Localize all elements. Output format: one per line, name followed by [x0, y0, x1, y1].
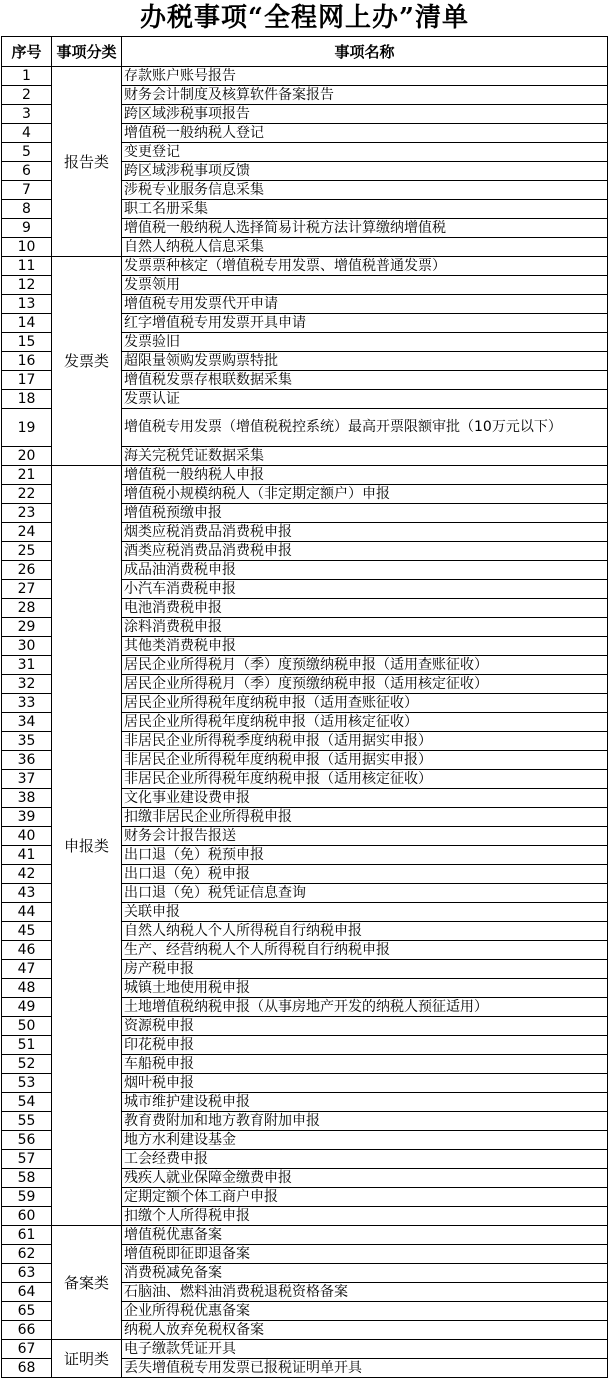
item-number: 53: [2, 1074, 52, 1093]
item-number: 43: [2, 884, 52, 903]
item-category: 证明类: [52, 1340, 122, 1378]
table-row: [2, 1340, 608, 1359]
item-number: 9: [2, 219, 52, 238]
item-name: 工会经费申报: [122, 1150, 608, 1169]
item-number: 7: [2, 181, 52, 200]
item-number: 3: [2, 105, 52, 124]
item-number: 57: [2, 1150, 52, 1169]
item-name: 发票票种核定（增值税专用发票、增值税普通发票）: [122, 257, 608, 276]
table-body: [2, 67, 608, 1378]
item-number: 67: [2, 1340, 52, 1359]
item-name: 超限量领购发票购票特批: [122, 352, 608, 371]
item-name: 居民企业所得税月（季）度预缴纳税申报（适用核定征收）: [122, 675, 608, 694]
item-name: 自然人纳税人个人所得税自行纳税申报: [122, 922, 608, 941]
item-name: 印花税申报: [122, 1036, 608, 1055]
item-number: 30: [2, 637, 52, 656]
item-name: 出口退（免）税申报: [122, 865, 608, 884]
item-number: 59: [2, 1188, 52, 1207]
item-name: 丢失增值税专用发票已报税证明单开具: [122, 1359, 608, 1378]
item-number: 45: [2, 922, 52, 941]
item-name: 自然人纳税人信息采集: [122, 238, 608, 257]
item-name: 城市维护建设税申报: [122, 1093, 608, 1112]
item-name: 烟类应税消费品消费税申报: [122, 523, 608, 542]
item-name: 海关完税凭证数据采集: [122, 447, 608, 466]
item-name: 发票验旧: [122, 333, 608, 352]
table-row: [2, 257, 608, 276]
item-name: 企业所得税优惠备案: [122, 1302, 608, 1321]
item-number: 27: [2, 580, 52, 599]
header-category: 事项分类: [52, 37, 122, 67]
item-name: 纳税人放弃免税权备案: [122, 1321, 608, 1340]
item-number: 55: [2, 1112, 52, 1131]
item-name: 成品油消费税申报: [122, 561, 608, 580]
item-name: 非居民企业所得税年度纳税申报（适用核定征收）: [122, 770, 608, 789]
header-name: 事项名称: [122, 37, 608, 67]
item-name: 生产、经营纳税人个人所得税自行纳税申报: [122, 941, 608, 960]
item-number: 21: [2, 466, 52, 485]
item-name: 增值税发票存根联数据采集: [122, 371, 608, 390]
header-row: [2, 37, 608, 67]
item-name: 居民企业所得税年度纳税申报（适用核定征收）: [122, 713, 608, 732]
item-number: 60: [2, 1207, 52, 1226]
header-seq: 序号: [2, 37, 52, 67]
item-number: 32: [2, 675, 52, 694]
item-number: 66: [2, 1321, 52, 1340]
item-name: 居民企业所得税月（季）度预缴纳税申报（适用查账征收）: [122, 656, 608, 675]
item-name: 增值税小规模纳税人（非定期定额户）申报: [122, 485, 608, 504]
item-name: 增值税一般纳税人选择简易计税方法计算缴纳增值税: [122, 219, 608, 238]
table-row: [2, 466, 608, 485]
item-name: 发票领用: [122, 276, 608, 295]
item-number: 49: [2, 998, 52, 1017]
item-number: 50: [2, 1017, 52, 1036]
item-name: 涂料消费税申报: [122, 618, 608, 637]
item-name: 资源税申报: [122, 1017, 608, 1036]
item-number: 4: [2, 124, 52, 143]
item-number: 13: [2, 295, 52, 314]
item-name: 非居民企业所得税年度纳税申报（适用据实申报）: [122, 751, 608, 770]
item-name: 财务会计报告报送: [122, 827, 608, 846]
item-name: 教育费附加和地方教育附加申报: [122, 1112, 608, 1131]
item-number: 17: [2, 371, 52, 390]
item-number: 68: [2, 1359, 52, 1378]
item-name: 地方水利建设基金: [122, 1131, 608, 1150]
item-number: 12: [2, 276, 52, 295]
item-number: 51: [2, 1036, 52, 1055]
item-number: 26: [2, 561, 52, 580]
item-number: 65: [2, 1302, 52, 1321]
item-name: 涉税专业服务信息采集: [122, 181, 608, 200]
item-number: 46: [2, 941, 52, 960]
item-number: 63: [2, 1264, 52, 1283]
item-name: 跨区域涉税事项反馈: [122, 162, 608, 181]
item-name: 财务会计制度及核算软件备案报告: [122, 86, 608, 105]
item-name: 石脑油、燃料油消费税退税资格备案: [122, 1283, 608, 1302]
item-number: 38: [2, 789, 52, 808]
item-number: 44: [2, 903, 52, 922]
item-name: 扣缴个人所得税申报: [122, 1207, 608, 1226]
item-name: 车船税申报: [122, 1055, 608, 1074]
table-row: [2, 1226, 608, 1245]
item-number: 29: [2, 618, 52, 637]
item-category: 申报类: [52, 466, 122, 1226]
item-number: 64: [2, 1283, 52, 1302]
item-name: 电池消费税申报: [122, 599, 608, 618]
item-name: 出口退（免）税凭证信息查询: [122, 884, 608, 903]
item-name: 职工名册采集: [122, 200, 608, 219]
item-number: 18: [2, 390, 52, 409]
item-number: 56: [2, 1131, 52, 1150]
item-number: 47: [2, 960, 52, 979]
item-name: 电子缴款凭证开具: [122, 1340, 608, 1359]
item-name: 变更登记: [122, 143, 608, 162]
item-number: 42: [2, 865, 52, 884]
item-name: 关联申报: [122, 903, 608, 922]
item-number: 35: [2, 732, 52, 751]
item-number: 22: [2, 485, 52, 504]
item-name: 增值税一般纳税人登记: [122, 124, 608, 143]
item-name: 红字增值税专用发票开具申请: [122, 314, 608, 333]
item-number: 1: [2, 67, 52, 86]
item-name: 发票认证: [122, 390, 608, 409]
item-name: 跨区域涉税事项报告: [122, 105, 608, 124]
item-name: 城镇土地使用税申报: [122, 979, 608, 998]
item-number: 5: [2, 143, 52, 162]
item-number: 61: [2, 1226, 52, 1245]
item-number: 37: [2, 770, 52, 789]
item-name: 出口退（免）税预申报: [122, 846, 608, 865]
item-number: 23: [2, 504, 52, 523]
item-number: 31: [2, 656, 52, 675]
item-name: 增值税专用发票代开申请: [122, 295, 608, 314]
item-name: 增值税优惠备案: [122, 1226, 608, 1245]
item-name: 增值税预缴申报: [122, 504, 608, 523]
item-name: 增值税一般纳税人申报: [122, 466, 608, 485]
item-number: 15: [2, 333, 52, 352]
item-number: 41: [2, 846, 52, 865]
item-number: 40: [2, 827, 52, 846]
item-category: 报告类: [52, 67, 122, 257]
item-number: 62: [2, 1245, 52, 1264]
item-name: 小汽车消费税申报: [122, 580, 608, 599]
item-name: 烟叶税申报: [122, 1074, 608, 1093]
item-number: 34: [2, 713, 52, 732]
item-number: 6: [2, 162, 52, 181]
item-number: 16: [2, 352, 52, 371]
item-name: 居民企业所得税年度纳税申报（适用查账征收）: [122, 694, 608, 713]
item-number: 36: [2, 751, 52, 770]
item-name: 扣缴非居民企业所得税申报: [122, 808, 608, 827]
item-number: 2: [2, 86, 52, 105]
item-name: 房产税申报: [122, 960, 608, 979]
item-name: 残疾人就业保障金缴费申报: [122, 1169, 608, 1188]
item-number: 48: [2, 979, 52, 998]
item-name: 土地增值税纳税申报（从事房地产开发的纳税人预征适用）: [122, 998, 608, 1017]
item-number: 24: [2, 523, 52, 542]
table-row: [2, 67, 608, 86]
item-number: 52: [2, 1055, 52, 1074]
item-name: 非居民企业所得税季度纳税申报（适用据实申报）: [122, 732, 608, 751]
item-number: 33: [2, 694, 52, 713]
item-name: 酒类应税消费品消费税申报: [122, 542, 608, 561]
item-number: 58: [2, 1169, 52, 1188]
tax-items-table: [1, 36, 608, 1378]
item-name: 消费税减免备案: [122, 1264, 608, 1283]
item-name: 文化事业建设费申报: [122, 789, 608, 808]
item-number: 8: [2, 200, 52, 219]
item-number: 10: [2, 238, 52, 257]
item-number: 54: [2, 1093, 52, 1112]
item-name: 增值税即征即退备案: [122, 1245, 608, 1264]
page-title: 办税事项“全程网上办”清单: [140, 3, 469, 33]
item-category: 备案类: [52, 1226, 122, 1340]
item-name: 存款账户账号报告: [122, 67, 608, 86]
item-number: 39: [2, 808, 52, 827]
item-name: 其他类消费税申报: [122, 637, 608, 656]
item-number: 14: [2, 314, 52, 333]
item-number: 11: [2, 257, 52, 276]
item-name: 定期定额个体工商户申报: [122, 1188, 608, 1207]
item-number: 20: [2, 447, 52, 466]
item-number: 25: [2, 542, 52, 561]
item-category: 发票类: [52, 257, 122, 466]
item-name: 增值税专用发票（增值税税控系统）最高开票限额审批（10万元以下）: [122, 409, 608, 447]
item-number: 19: [2, 409, 52, 447]
item-number: 28: [2, 599, 52, 618]
